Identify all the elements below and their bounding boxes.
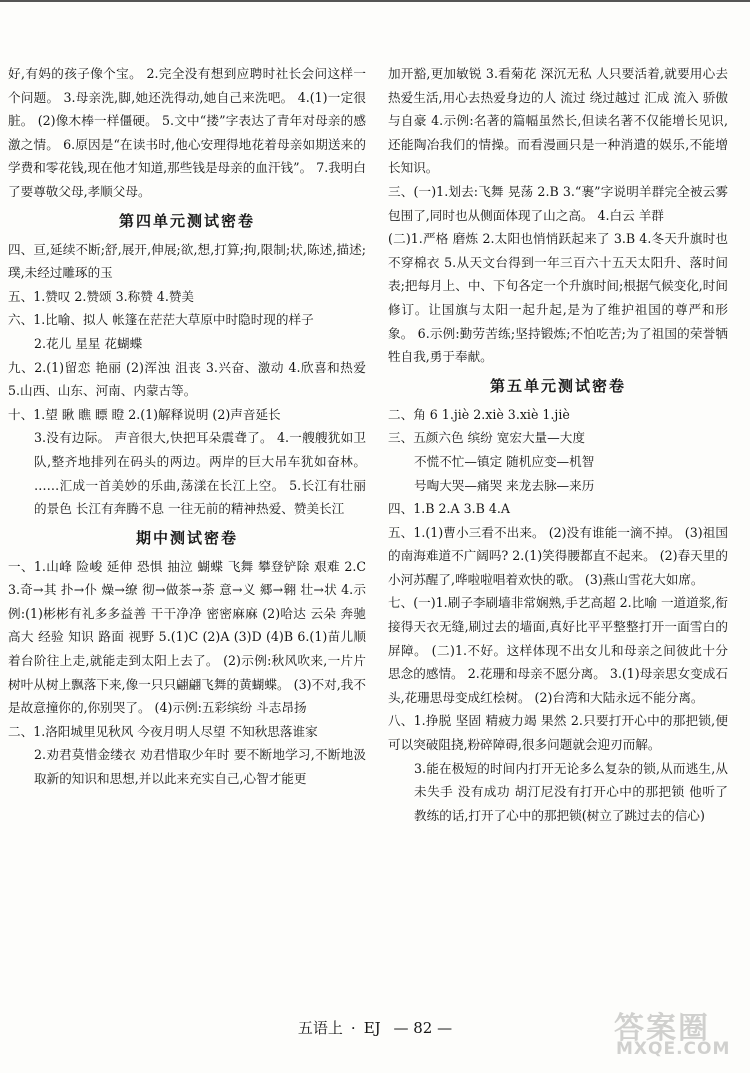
right-intro-paragraph: 加开豁,更加敏锐 3.看菊花 深沉无私 人只要活着,就要用心去热爱生活,用心去热爱身边的人 流过 绕过越过 汇成 流入 骄傲与自豪 4.示例:名著的篇幅虽然长,但读名著不仅能增长见识,还能陶冶我们的情操。而看漫画只是一种消遣的娱乐,不能增长知识。 xyxy=(388,66,728,176)
unit5-item: 五、1.(1)曹小三看不出来。 (2)没有谁能一滴不掉。 (3)祖国的南海难道不广阔吗? 2.(1)笑得腰都直不起来。 (2)春天里的小河苏醒了,哗啦啦唱着欢快的歌。 (3)燕山雪花大如席。 xyxy=(388,524,728,587)
right-intro-paragraph: 三、(一)1.划去:飞舞 晃荡 2.B 3.“裹”字说明羊群完全被云雾包围了,同时也从侧面体现了山之高。 4.白云 羊群 xyxy=(388,183,728,223)
page-number: — 82 — xyxy=(393,1019,453,1037)
unit5-item: 三、五颜六色 缤纷 宽宏大量—大度 xyxy=(388,430,585,446)
unit4-item: 四、亘,延续不断;舒,展开,伸展;欲,想,打算;拘,限制;状,陈述,描述;璞,未经过雕琢的玉 xyxy=(8,241,366,281)
left-column xyxy=(8,62,366,791)
right-intro-paragraph: (二)1.严格 磨炼 2.太阳也悄悄跃起来了 3.B 4.冬天升旗时也不穿棉衣 5.从天文台得到一年三百六十五天太阳升、落时间表;把每月上、中、下旬各定一个升旗时间;根据气候变化,时间修订。让国旗与太阳一起升起,是为了维护祖国的尊严和形象。 6.示例:勤劳苦练;坚持锻炼;不怕吃苦;为了祖国的荣誉牺牲自我,勇于奉献。 xyxy=(388,231,728,365)
unit4-item: 九、2.(1)留恋 艳丽 (2)浑浊 沮丧 3.兴奋、激动 4.欣喜和热爱 5.山西、山东、河南、内蒙古等。 xyxy=(8,359,366,399)
footer-edition: EJ xyxy=(363,1019,381,1037)
watermark-logo xyxy=(610,1003,740,1065)
right-column xyxy=(388,62,728,827)
unit5-item: 二、角 6 1.jiè 2.xiè 3.xiè 1.jiè xyxy=(388,406,570,422)
midterm-item: 一、1.山峰 险峻 延伸 恐惧 抽泣 蝴蝶 飞舞 攀登铲除 艰难 2.C 3.奇→其 扑→仆 燥→缭 彻→做茶→荼 意→义 郷→翱 壮→状 4.示例:(1)彬彬有礼多多益善 干干净净 密密麻麻 (2)哈达 云朵 奔驰高大 经验 知识 路面 视野 5.(1)C (2)A (3)D (4)B 6.(1)苗儿顺着台阶往上走,就能走到太阳上去了。 (2)示例:秋风吹来,一片片树叶从树上飘落下来,像一只只翩翩飞舞的黄蝴蝶。 (3)不对,我不是故意撞你的,你别哭了。 (4)示例:五彩缤纷 斗志昂扬 xyxy=(8,558,366,716)
unit5-item: 八、1.挣脱 坚固 精疲力竭 果然 2.只要打开心中的那把锁,便可以突破阻挠,粉碎障碍,很多问题就会迎刃而解。 xyxy=(388,713,728,753)
midterm-item: 2.劝君莫惜金缕衣 劝君惜取少年时 要不断地学习,不断地汲取新的知识和思想,并以此来充实自己,心智才能更 xyxy=(34,747,366,787)
unit5-item: 不慌不忙—镇定 随机应变—机智 xyxy=(414,453,595,469)
watermark-line2: MXQE.COM xyxy=(616,1039,731,1059)
unit5-item: 3.能在极短的时间内打开无论多么复杂的锁,从而逃生,从未失手 没有成功 胡汀尼没有打开心中的那把锁 他听了教练的话,打开了心中的那把锁(树立了跳过去的信心) xyxy=(414,760,728,823)
unit4-item: 五、1.赞叹 2.赞颂 3.称赞 4.赞美 xyxy=(8,288,195,304)
midterm-item: 二、1.洛阳城里见秋风 今夜月明人尽望 不知秋思落谁家 xyxy=(8,723,318,739)
unit4-item: 十、1.望 瞅 瞧 瞟 瞪 2.(1)解释说明 (2)声音延长 xyxy=(8,406,281,422)
footer-dot: · xyxy=(350,1019,356,1037)
unit5-item: 七、(一)1.刷子李刷墙非常娴熟,手艺高超 2.比喻 一道道浆,衔接得天衣无缝,刷过去的墙面,真好比平平整整打开一面雪白的屏障。 (二)1.不好。这样体现不出女儿和母亲之间彼此十分思念的感情。 2.花珊和母亲不愿分离。 3.(1)母亲思女变成石头,花珊思母变成红桧树。 (2)台湾和大陆永远不能分离。 xyxy=(388,595,728,705)
midterm-title: 期中测试密卷 xyxy=(135,528,238,547)
unit4-item: 六、1.比喻、拟人 帐篷在茫茫大草原中时隐时现的样子 xyxy=(8,312,314,328)
unit5-item: 四、1.B 2.A 3.B 4.A xyxy=(388,501,510,517)
watermark-line1: 答案圈 xyxy=(614,1011,710,1046)
unit4-item: 2.花儿 星星 花蝴蝶 xyxy=(34,335,143,351)
left-intro-paragraph: 好,有妈的孩子像个宝。 2.完全没有想到应聘时社长会问这样一个问题。 3.母亲洗,脚,她还洗得动,她自己来洗吧。 4.(1)一定很脏。 (2)像木棒一样僵硬。 5.文中“搂”字表达了青年对母亲的感激之情。 6.原因是“在读书时,他心安理得地花着母亲如期送来的学费和零花钱,现在他才知道,那些钱是母亲的血汗钱”。 7.我明白了要尊敬父母,孝顺父母。 xyxy=(8,66,366,199)
unit5-title: 第五单元测试密卷 xyxy=(489,376,626,395)
unit4-item: 3.没有边际。 声音很大,快把耳朵震聋了。 4.一艘艘犹如卫队,整齐地排列在码头的两边。两岸的巨大吊车犹如奋林。 ……汇成一首美妙的乐曲,荡漾在长江上空。 5.长江有壮丽的景色 长江有奔腾不息 一往无前的精神热爱、赞美长江 xyxy=(34,430,366,517)
unit5-item: 号啕大哭—痛哭 来龙去脉—来历 xyxy=(414,477,595,493)
top-rule xyxy=(0,0,750,2)
footer-subject: 五语上 xyxy=(297,1019,343,1037)
unit4-title: 第四单元测试密卷 xyxy=(118,211,255,230)
